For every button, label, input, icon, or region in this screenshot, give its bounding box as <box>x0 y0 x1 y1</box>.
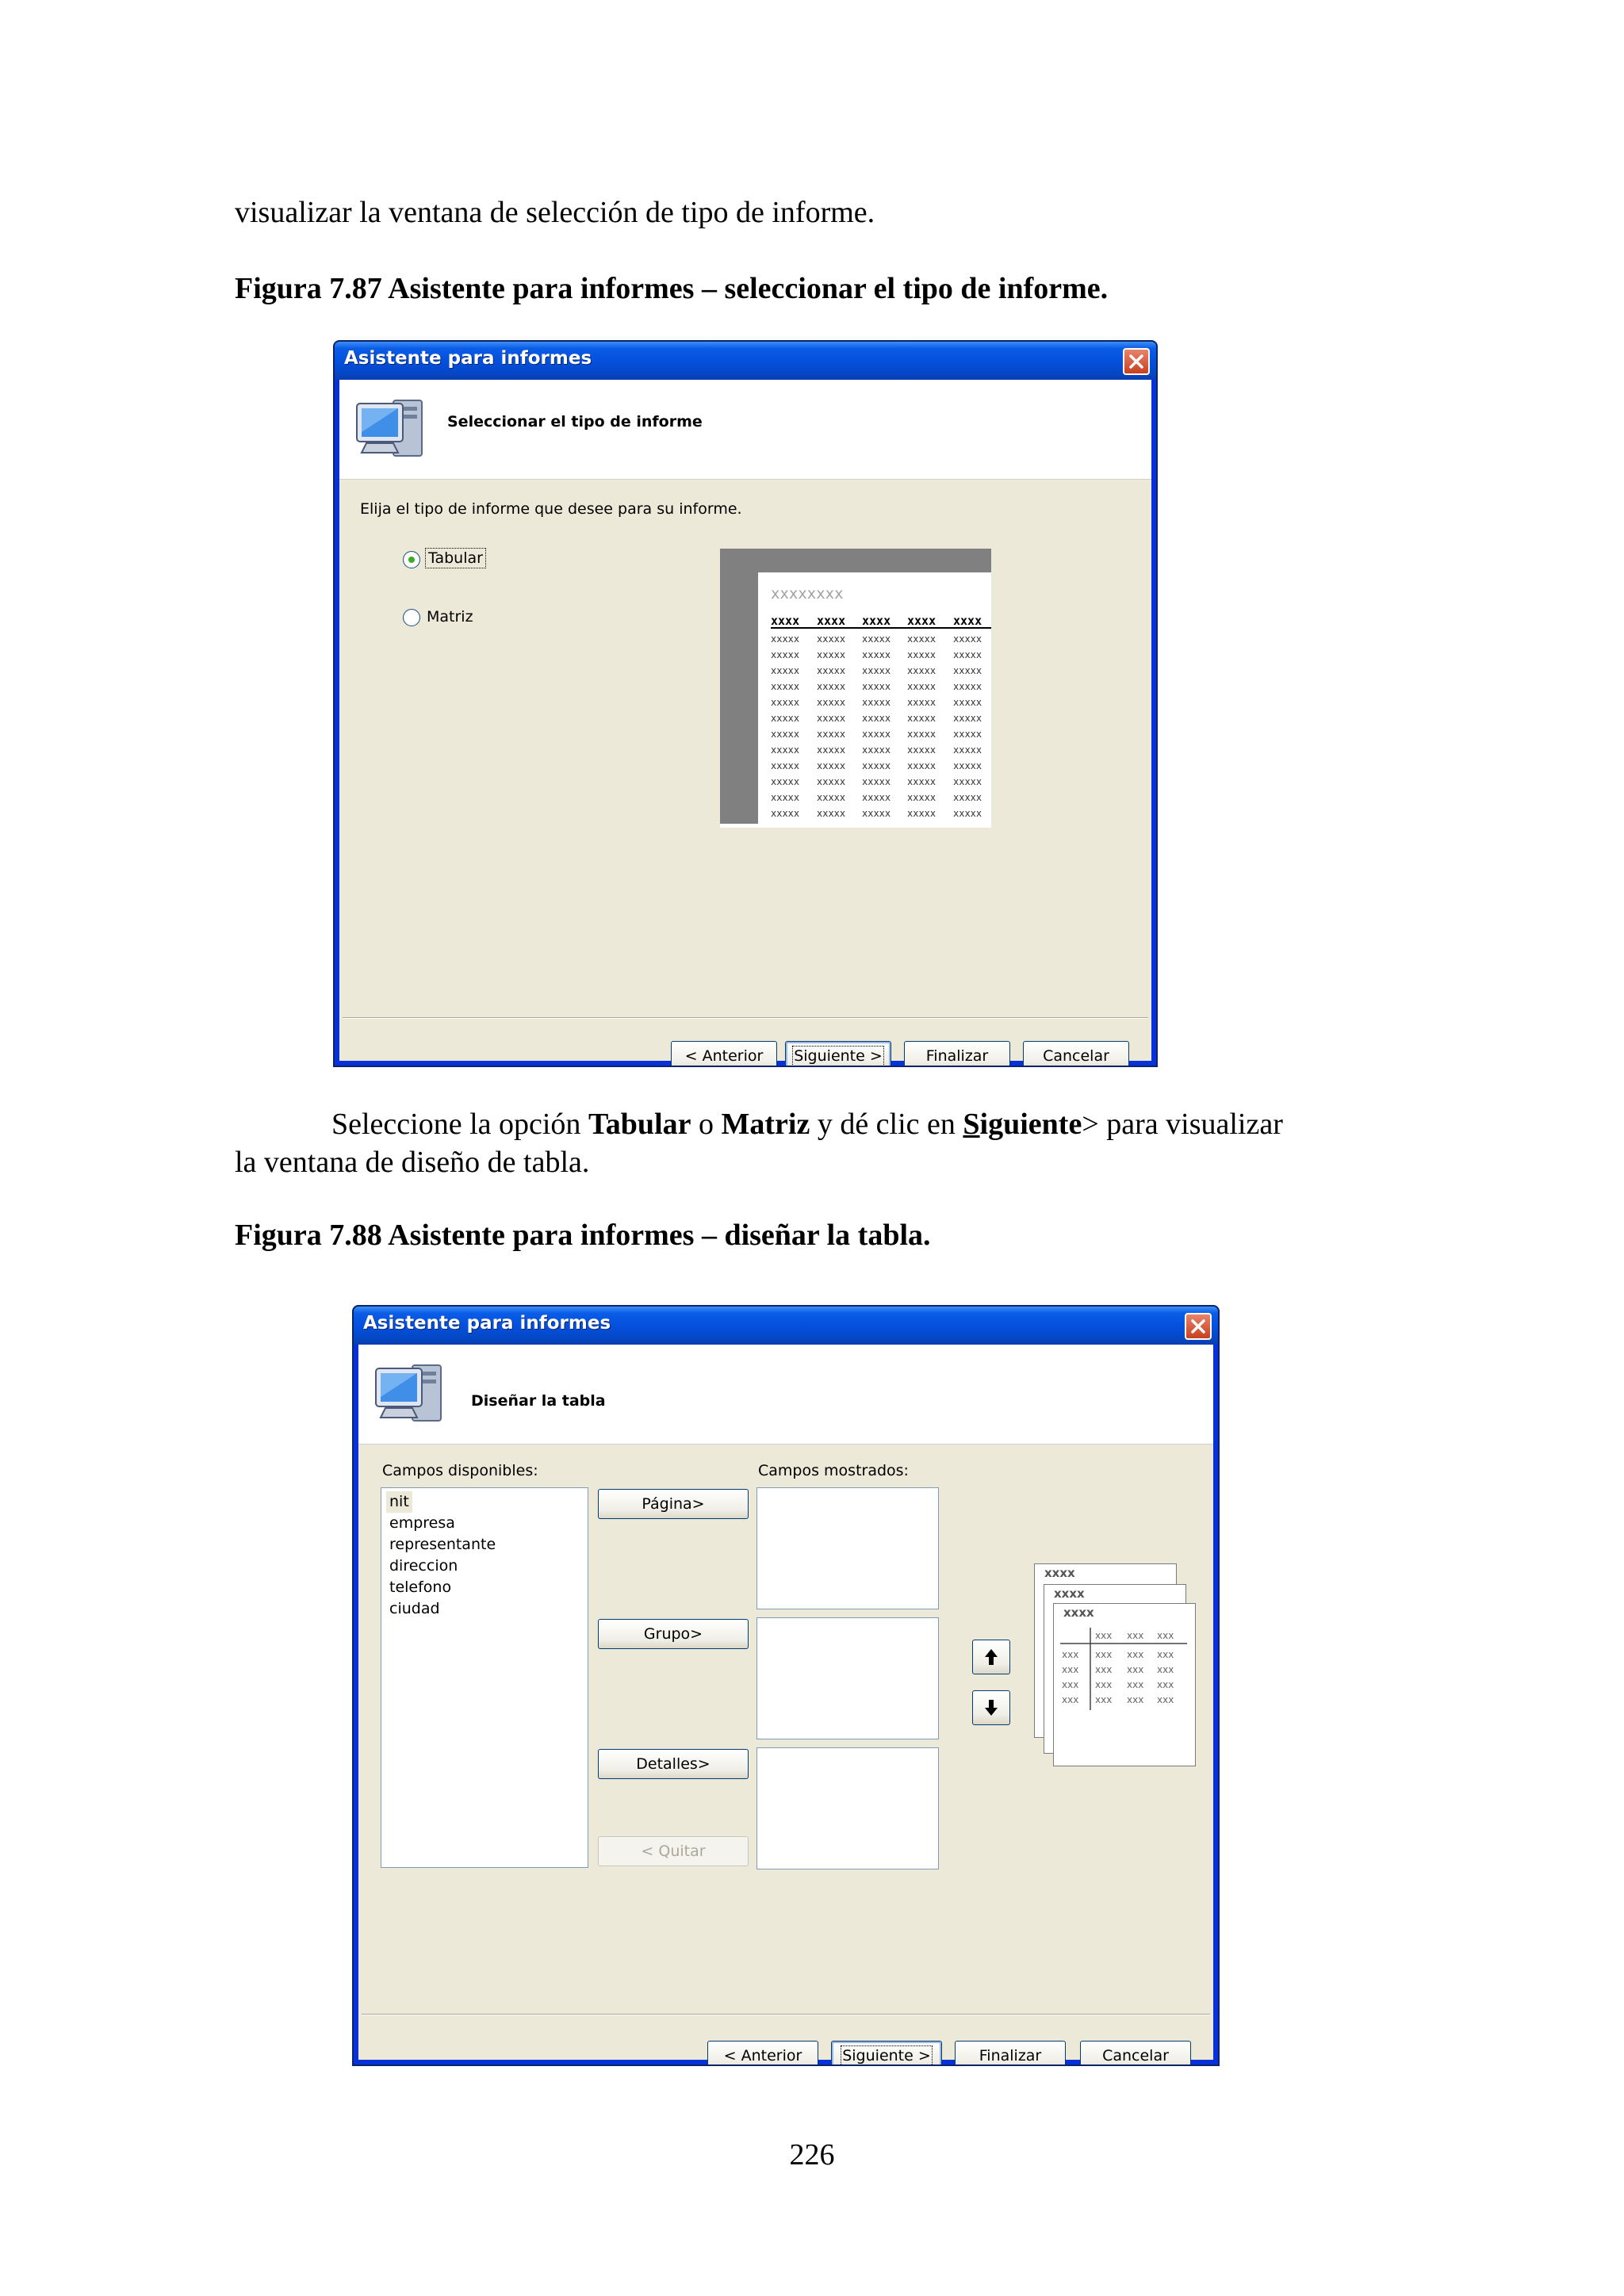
p2-text-4: > para visualizar <box>1082 1108 1283 1141</box>
preview-cell: xxxxx <box>771 665 800 676</box>
list-item[interactable]: ciudad <box>389 1600 440 1617</box>
shown-fields-label: Campos mostrados: <box>758 1462 909 1479</box>
preview-cell: xxx <box>1095 1649 1113 1660</box>
preview-cell: xxx <box>1127 1664 1144 1675</box>
preview-cell: xxx <box>1127 1630 1144 1641</box>
matrix-radio[interactable] <box>403 609 420 626</box>
preview-cell: xxxxx <box>817 665 846 676</box>
preview-cell: xxxxx <box>817 792 846 803</box>
cancel-button[interactable]: Cancelar <box>1023 1041 1129 1067</box>
preview-cell: xxxxx <box>862 808 891 818</box>
close-icon <box>1128 354 1144 369</box>
preview-cell: xxxxx <box>953 744 982 756</box>
preview-cell: xxxxx <box>771 808 800 818</box>
footer-separator <box>362 2014 1210 2015</box>
preview-cell: xxxxx <box>817 681 846 692</box>
preview-cell: xxxxx <box>862 760 891 771</box>
footer-separator <box>343 1017 1148 1019</box>
page-button[interactable]: Página> <box>598 1489 749 1519</box>
p2-siguiente-letter: S <box>963 1108 980 1141</box>
preview-cell: xxx <box>1095 1664 1113 1675</box>
window-title: Asistente para informes <box>363 1313 611 1334</box>
preview-cell: xxxxx <box>907 792 936 803</box>
computer-icon <box>370 1357 449 1429</box>
title-bar <box>354 1307 1218 1345</box>
preview-cell: xxxxx <box>907 744 936 756</box>
preview-header-cell: xxxx <box>862 614 891 628</box>
preview-cell: xxxxx <box>817 729 846 740</box>
close-icon <box>1190 1318 1206 1334</box>
preview-cell: xxxxx <box>907 729 936 740</box>
header-title: Diseñar la tabla <box>471 1392 606 1410</box>
figure-1-caption: Figura 7.87 Asistente para informes – seleccionar el tipo de informe. <box>235 272 1109 305</box>
matrix-option-label[interactable]: Matriz <box>427 608 473 626</box>
preview-cell: xxxxx <box>953 808 982 818</box>
preview-grid <box>1060 1628 1192 1723</box>
preview-cell: xxxxx <box>771 681 800 692</box>
preview-cell: xxxxx <box>953 729 982 740</box>
list-item[interactable]: nit <box>386 1491 412 1513</box>
preview-cell: xxxxx <box>862 744 891 756</box>
next-button[interactable]: Siguiente > <box>831 2041 942 2066</box>
preview-cell: xxxxx <box>907 681 936 692</box>
preview-cell: xxxxx <box>817 744 846 756</box>
back-button[interactable]: < Anterior <box>671 1041 777 1067</box>
preview-page-front <box>1053 1603 1196 1766</box>
preview-left-band <box>720 549 758 824</box>
window-client-area <box>358 1345 1213 2064</box>
preview-cell: xxxxx <box>817 649 846 660</box>
preview-cell: xxx <box>1062 1679 1079 1690</box>
preview-table <box>771 612 991 818</box>
preview-cell: xxxxx <box>953 697 982 708</box>
preview-cell: xxxxx <box>862 792 891 803</box>
layout-preview <box>1034 1563 1196 1766</box>
preview-cell: xxx <box>1127 1694 1144 1705</box>
preview-cell: xxxxx <box>862 697 891 708</box>
preview-cell: xxxxx <box>771 729 800 740</box>
preview-header-cell: xxxx <box>907 614 936 628</box>
preview-cell: xxx <box>1095 1679 1113 1690</box>
p2-text-1: Seleccione la opción <box>331 1108 588 1141</box>
wizard-header <box>339 380 1151 480</box>
preview-page-label: xxxx <box>1054 1586 1085 1601</box>
preview-cell: xxxxx <box>862 681 891 692</box>
page-fields-list[interactable] <box>756 1487 939 1609</box>
preview-header-cell: xxxx <box>953 614 982 628</box>
arrow-up-icon <box>983 1647 999 1667</box>
window-client-area <box>339 380 1151 1065</box>
preview-cell: xxxxx <box>817 633 846 645</box>
preview-cell: xxxxx <box>953 792 982 803</box>
paragraph-2 <box>235 1105 1404 1143</box>
tabular-option-label[interactable]: Tabular <box>428 549 483 567</box>
preview-cell: xxxxx <box>862 649 891 660</box>
wizard-header <box>358 1345 1213 1445</box>
preview-cell: xxxxx <box>862 776 891 787</box>
p2-bold-matriz: Matriz <box>721 1108 810 1141</box>
header-title: Seleccionar el tipo de informe <box>447 413 703 430</box>
next-button[interactable]: Siguiente > <box>785 1041 891 1067</box>
preview-cell: xxx <box>1157 1679 1174 1690</box>
preview-cell: xxxxx <box>817 760 846 771</box>
finish-button[interactable]: Finalizar <box>955 2041 1066 2066</box>
p2-bold-tabular: Tabular <box>588 1108 691 1141</box>
preview-cell: xxxxx <box>907 649 936 660</box>
list-item[interactable]: empresa <box>389 1514 455 1532</box>
preview-cell: xxx <box>1157 1630 1174 1641</box>
preview-cell: xxxxx <box>953 649 982 660</box>
available-fields-list[interactable] <box>381 1487 588 1868</box>
window-title: Asistente para informes <box>344 348 592 369</box>
preview-header-cell: xxxx <box>771 614 800 628</box>
preview-cell: xxx <box>1095 1630 1113 1641</box>
intro-line: visualizar la ventana de selección de tipo de informe. <box>235 196 875 229</box>
preview-cell: xxxxx <box>771 776 800 787</box>
report-wizard-window-2 <box>352 1305 1220 2066</box>
p2-siguiente-rest: iguiente <box>979 1108 1082 1141</box>
move-down-button[interactable] <box>972 1690 1010 1725</box>
preview-cell: xxxxx <box>862 729 891 740</box>
preview-cell: xxxxx <box>862 665 891 676</box>
preview-cell: xxxxx <box>907 713 936 724</box>
paragraph-2-line-2: la ventana de diseño de tabla. <box>235 1146 590 1179</box>
preview-cell: xxx <box>1127 1679 1144 1690</box>
preview-cell: xxxxx <box>907 760 936 771</box>
list-item[interactable]: direccion <box>389 1557 458 1575</box>
computer-icon <box>350 392 430 464</box>
preview-cell: xxxxx <box>907 665 936 676</box>
preview-cell: xxx <box>1157 1649 1174 1660</box>
available-fields-label: Campos disponibles: <box>382 1462 538 1479</box>
preview-top-band <box>720 549 991 572</box>
preview-cell: xxxxx <box>771 649 800 660</box>
preview-cell: xxxxx <box>771 713 800 724</box>
preview-cell: xxxxx <box>862 713 891 724</box>
back-button[interactable]: < Anterior <box>707 2041 818 2066</box>
preview-cell: xxxxx <box>907 697 936 708</box>
preview-cell: xxxxx <box>771 792 800 803</box>
preview-page-label: xxxx <box>1044 1566 1075 1580</box>
p2-text-2: o <box>691 1108 722 1141</box>
cancel-button[interactable]: Cancelar <box>1080 2041 1191 2066</box>
preview-cell: xxxxx <box>817 808 846 818</box>
report-preview <box>720 549 991 828</box>
preview-cell: xxx <box>1062 1649 1079 1660</box>
arrow-down-icon <box>983 1698 999 1717</box>
preview-cell: xxxxx <box>862 633 891 645</box>
preview-cell: xxx <box>1062 1664 1079 1675</box>
preview-cell: xxxxx <box>907 633 936 645</box>
preview-cell: xxx <box>1157 1694 1174 1705</box>
preview-page-label: xxxx <box>1063 1605 1094 1620</box>
p2-text-3: y dé clic en <box>810 1108 963 1141</box>
close-button[interactable] <box>1123 348 1150 375</box>
instruction-text: Elija el tipo de informe que desee para su informe. <box>360 500 742 518</box>
page-number: 226 <box>789 2138 835 2172</box>
figure-2-caption: Figura 7.88 Asistente para informes – diseñar la tabla. <box>235 1219 931 1252</box>
preview-cell: xxx <box>1157 1664 1174 1675</box>
details-button[interactable]: Detalles> <box>598 1749 749 1779</box>
preview-cell: xxxxx <box>817 697 846 708</box>
finish-button[interactable]: Finalizar <box>904 1041 1010 1067</box>
preview-cell: xxxxx <box>953 776 982 787</box>
preview-cell: xxxxx <box>907 776 936 787</box>
preview-cell: xxxxx <box>953 713 982 724</box>
title-bar <box>335 342 1156 380</box>
preview-cell: xxxxx <box>771 760 800 771</box>
report-wizard-window-1 <box>333 340 1158 1067</box>
p2-bold-siguiente <box>963 1108 1082 1141</box>
preview-header-cell: xxxx <box>817 614 846 628</box>
group-fields-list[interactable] <box>756 1617 939 1739</box>
preview-cell: xxxxx <box>953 633 982 645</box>
preview-cell: xxxxx <box>953 681 982 692</box>
tabular-radio[interactable] <box>403 551 420 568</box>
move-up-button[interactable] <box>972 1640 1010 1674</box>
preview-cell: xxxxx <box>953 760 982 771</box>
preview-cell: xxxxx <box>771 744 800 756</box>
preview-cell: xxxxx <box>817 713 846 724</box>
list-item[interactable]: telefono <box>389 1578 452 1596</box>
preview-cell: xxxxx <box>771 633 800 645</box>
preview-cell: xxxxx <box>817 776 846 787</box>
remove-button[interactable]: < Quitar <box>598 1836 749 1866</box>
group-button[interactable]: Grupo> <box>598 1619 749 1649</box>
preview-cell: xxx <box>1062 1694 1079 1705</box>
preview-cell: xxxxx <box>771 697 800 708</box>
list-item[interactable]: representante <box>389 1536 496 1553</box>
detail-fields-list[interactable] <box>756 1747 939 1869</box>
preview-title: xxxxxxxx <box>771 585 844 603</box>
preview-cell: xxx <box>1127 1649 1144 1660</box>
preview-cell: xxx <box>1095 1694 1113 1705</box>
preview-cell: xxxxx <box>907 808 936 818</box>
preview-cell: xxxxx <box>953 665 982 676</box>
close-button[interactable] <box>1185 1313 1212 1340</box>
